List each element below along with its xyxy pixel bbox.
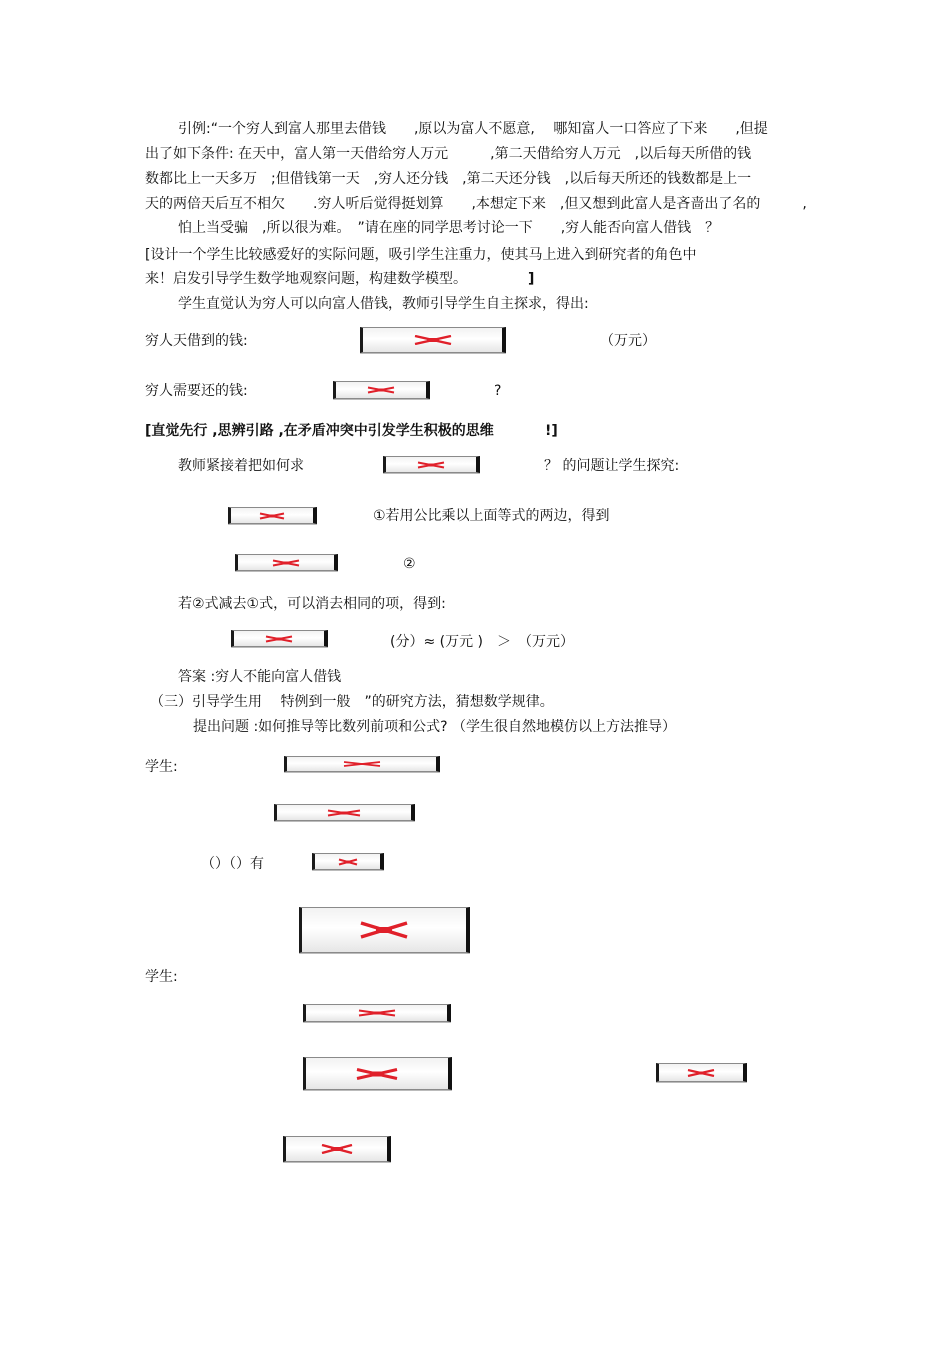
student-label: 学生:: [145, 969, 178, 985]
result-text: (分）≈ (万元 ) ＞ （万元）: [390, 634, 575, 650]
formula-image: [235, 554, 338, 571]
broken-image-icon: [258, 512, 286, 519]
paragraph-intro-line: 数都比上一天多万 ;但借钱第一天 ,穷人还分钱 ,第二天还分钱 ,以后每天所还的钱数都是上一: [145, 171, 752, 187]
formula-image: [656, 1063, 747, 1082]
question-text: 提出问题 :如何推导等比数列前项和公式? （学生很自然地模仿以上方法推导）: [193, 719, 677, 735]
broken-image-icon: [342, 761, 382, 767]
broken-image-icon: [357, 1010, 397, 1017]
formula-image: [360, 327, 506, 353]
design-note-bracket: ]: [528, 271, 535, 287]
formula-image: [312, 853, 384, 870]
section-3-heading: （三）引导学生用 特例到一般 ”的研究方法，猜想数学规律。: [150, 694, 554, 710]
broken-image-icon: [686, 1069, 716, 1077]
broken-image-icon: [366, 387, 396, 394]
thinking-note: [直觉先行 ,思辨引路 ,在矛盾冲突中引发学生积极的思维: [145, 423, 494, 439]
broken-image-icon: [337, 858, 359, 865]
formula-image: [284, 756, 440, 772]
paragraph-intro-line: 怕上当受骗 ,所以很为难。 ”请在座的同学思考讨论一下 ,穷人能否向富人借钱 ？: [178, 220, 720, 236]
formula-image: [228, 507, 317, 524]
paragraph-intro-line: 天的两倍天后互不相欠 .穷人听后觉得挺划算 ,本想定下来 ,但又想到此富人是吝啬出了名的 ,: [145, 196, 807, 212]
broken-image-icon: [413, 335, 453, 345]
formula-image: [303, 1004, 451, 1022]
design-note-line: [设计一个学生比较感爱好的实际问题，吸引学生注重力，使其马上进入到研究者的角色中: [145, 247, 697, 263]
paren-have-text: （）（）有: [201, 856, 264, 872]
broken-image-icon: [271, 559, 301, 566]
paragraph-intro-line: 引例:“一个穷人到富人那里去借钱 ,原以为富人不愿意, 哪知富人一口答应了下来 ,但提: [178, 121, 768, 137]
teacher-suffix: ？ 的问题让学生探究:: [544, 458, 680, 474]
repay-label: 穷人需要还的钱:: [145, 383, 248, 399]
formula-image: [274, 804, 415, 821]
equation-1-text: ①若用公比乘以上面等式的两边，得到: [373, 508, 610, 524]
broken-image-icon: [320, 1144, 354, 1154]
formula-image: [283, 1136, 391, 1162]
design-note-line: 来！启发引导学生数学地观察问题，构建数学模型。: [145, 271, 467, 287]
teacher-prefix: 教师紧接着把如何求: [178, 458, 304, 474]
formula-image: [299, 907, 470, 953]
student-label: 学生:: [145, 759, 178, 775]
formula-image: [303, 1057, 452, 1090]
formula-image: [333, 381, 430, 399]
formula-image: [383, 456, 480, 473]
repay-question: ?: [494, 383, 502, 399]
subtract-text: 若②式减去①式，可以消去相同的项，得到:: [178, 596, 446, 612]
intuition-text: 学生直觉认为穷人可以向富人借钱，教师引导学生自主探求，得出:: [178, 296, 589, 312]
borrow-label: 穷人天借到的钱:: [145, 333, 248, 349]
thinking-note-bracket: !]: [545, 423, 558, 439]
formula-image: [231, 630, 328, 647]
broken-image-icon: [416, 461, 446, 468]
broken-image-icon: [264, 635, 294, 642]
broken-image-icon: [358, 921, 410, 939]
broken-image-icon: [354, 1067, 400, 1080]
answer-text: 答案 :穷人不能向富人借钱: [178, 669, 342, 685]
broken-image-icon: [326, 809, 362, 816]
borrow-unit: （万元）: [600, 333, 656, 349]
paragraph-intro-line: 出了如下条件: 在天中，富人第一天借给穷人万元 ,第二天借给穷人万元 ,以后每天所借的钱: [145, 146, 752, 162]
equation-2-marker: ②: [403, 556, 416, 572]
